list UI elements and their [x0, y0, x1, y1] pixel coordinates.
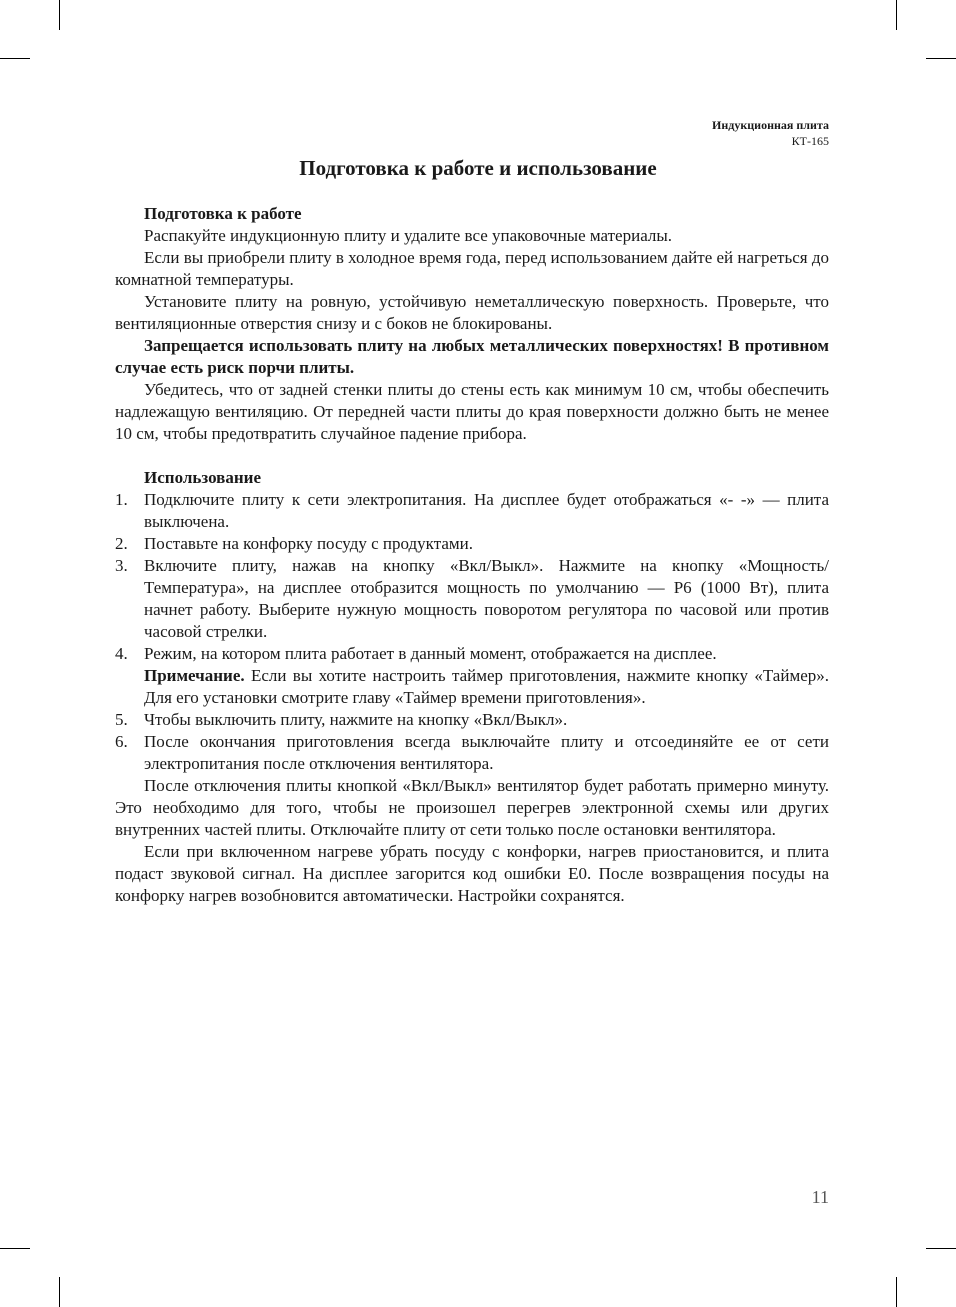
step-number: 5. [115, 710, 128, 729]
step-number: 3. [115, 556, 128, 575]
note-label: Примечание. [144, 666, 245, 685]
step-text: Подключите плиту к сети электропитания. На дисплее будет отображаться «- -» — плита выключена. [144, 490, 829, 531]
crop-mark-bottom-left [59, 1277, 60, 1307]
main-content [115, 203, 829, 907]
preparation-paragraph-2: Если вы приобрели плиту в холодное время года, перед использованием дайте ей нагреться до комнатной температуры. [115, 248, 829, 289]
crop-mark-top-left [59, 0, 60, 30]
step-number: 6. [115, 732, 128, 751]
step-number: 4. [115, 644, 128, 663]
usage-paragraph-2: Если при включенном нагреве убрать посуду с конфорки, нагрев приостановится, и плита подаст звуковой сигнал. На дисплее загорится код ошибки Е0. После возвращения посуды на конфорку нагрев возобновится автоматически. Настройки сохранятся. [115, 842, 829, 905]
note-text: Если вы хотите настроить таймер приготовления, нажмите кнопку «Таймер». Для его установки смотрите главу «Таймер времени приготовления». [144, 666, 829, 707]
list-item [115, 555, 829, 643]
section-heading-usage: Использование [144, 468, 261, 487]
list-item [115, 709, 829, 731]
step-text: Режим, на котором плита работает в данный момент, отображается на дисплее. [144, 644, 717, 663]
list-item [115, 643, 829, 709]
step-number: 2. [115, 534, 128, 553]
crop-mark-top-right-h [926, 58, 956, 59]
list-item [115, 533, 829, 555]
running-header [712, 117, 829, 149]
page-number: 11 [811, 1187, 829, 1207]
crop-mark-top-left-h [0, 58, 30, 59]
preparation-paragraph-4: Убедитесь, что от задней стенки плиты до стены есть как минимум 10 см, чтобы обеспечить надлежащую вентиляцию. От передней части плиты до края поверхности должно быть не менее 10 см, чтобы предотвратить случайное падение прибора. [115, 380, 829, 443]
usage-paragraph-1: После отключения плиты кнопкой «Вкл/Выкл» вентилятор будет работать примерно минуту. Это необходимо для того, чтобы не произошел перегрев электронной схемы или других внутренних частей плиты. Отключайте плиту от сети только после остановки вентилятора. [115, 776, 829, 839]
list-item [115, 731, 829, 775]
step-text: Включите плиту, нажав на кнопку «Вкл/Выкл». Нажмите на кнопку «Мощность/Температура», на дисплее отобразится мощность по умолчанию — Р6 (1000 Вт), плита начнет работу. Выберите нужную мощность поворотом регулятора по часовой или против часовой стрелки. [144, 556, 829, 641]
spacer [115, 445, 829, 467]
header-product: Индукционная плита [712, 118, 829, 132]
preparation-warning: Запрещается использовать плиту на любых металлических поверхностях! В противном случае есть риск порчи плиты. [115, 336, 829, 377]
usage-steps-list [115, 489, 829, 775]
preparation-paragraph-1: Распакуйте индукционную плиту и удалите все упаковочные материалы. [144, 226, 673, 245]
step-text: Чтобы выключить плиту, нажмите на кнопку «Вкл/Выкл». [144, 710, 568, 729]
crop-mark-bottom-right-h [926, 1248, 956, 1249]
section-heading-preparation: Подготовка к работе [144, 204, 302, 223]
step-text: После окончания приготовления всегда выключайте плиту и отсоединяйте ее от сети электропитания после отключения вентилятора. [144, 732, 829, 773]
step-text: Поставьте на конфорку посуду с продуктами. [144, 534, 474, 553]
step-number: 1. [115, 490, 128, 509]
crop-mark-bottom-right [896, 1277, 897, 1307]
list-item [115, 489, 829, 533]
preparation-paragraph-3: Установите плиту на ровную, устойчивую неметаллическую поверхность. Проверьте, что вентиляционные отверстия снизу и с боков не блокированы. [115, 292, 829, 333]
crop-mark-top-right [896, 0, 897, 30]
crop-mark-bottom-left-h [0, 1248, 30, 1249]
header-model: КТ-165 [791, 134, 829, 148]
page-title: Подготовка к работе и использование [299, 156, 657, 180]
